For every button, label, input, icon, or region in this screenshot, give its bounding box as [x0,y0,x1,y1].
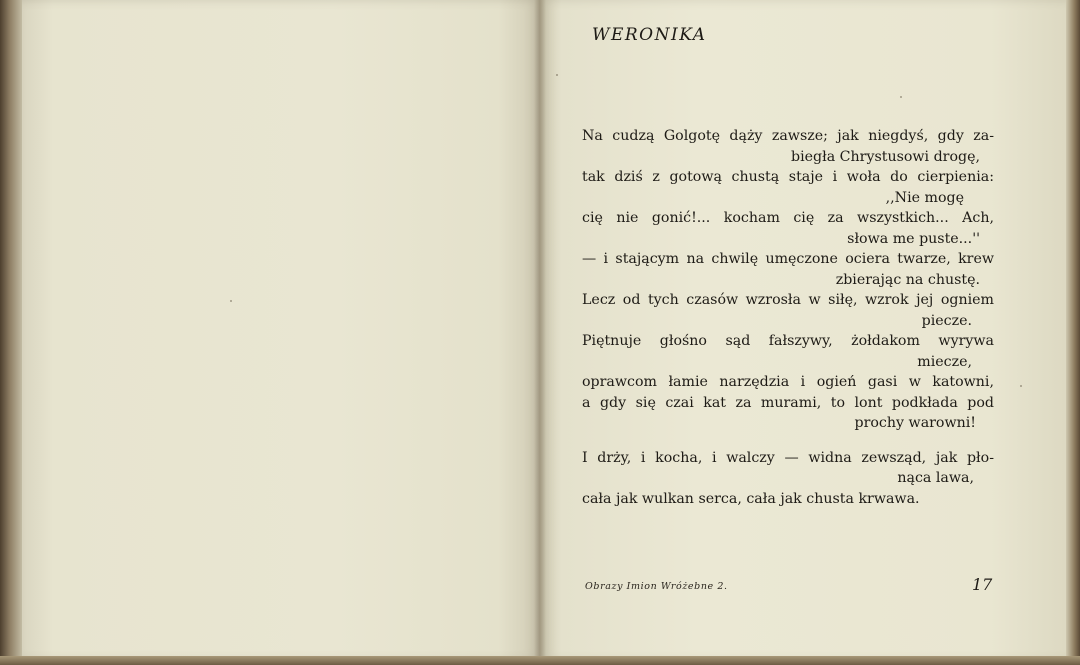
page-footer-signature: Obrazy Imion Wróżebne 2. [585,581,728,592]
poem-line: nąca lawa, [897,470,974,486]
paper-speck [900,96,902,98]
poem-line: Na cudzą Golgotę dąży zawsze; jak niegdyś, gdy za- [582,128,994,144]
poem-line: słowa me puste...'' [847,230,980,247]
poem-line: zbierając na chustę. [835,271,980,288]
poem-line: Piętnuje głośno sąd fałszywy, żołdakom wyrywa [582,333,994,349]
page-number: 17 [972,575,993,594]
poem-line: tak dziś z gotową chustą staje i woła do cierpienia: [582,169,994,185]
book-gutter [534,0,546,660]
stanza-2 [582,448,994,510]
book-right-edge [1066,0,1080,665]
poem-line: prochy warowni! [854,415,976,431]
paper-speck [230,300,232,302]
book-bottom-edge [0,656,1080,665]
page-title: WERONIKA [592,25,707,45]
poem-line: I drży, i kocha, i walczy — widna zewsząd, jak pło- [582,449,994,466]
poem-line: cię nie gonić!... kocham cię za wszystkich... Ach, [582,210,994,226]
poem-line: biegła Chrystusowi drogę, [791,148,980,165]
poem-line: — i stającym na chwilę umęczone ociera twarze, krew [582,251,994,267]
poem-line: ,,Nie mogę [885,189,964,206]
poem-line: a gdy się czai kat za murami, to lont podkłada pod [582,394,994,411]
poem-line: miecze, [917,353,972,370]
paper-speck [1020,385,1022,387]
poem-line: piecze. [921,312,972,329]
poem-body [582,126,994,509]
paper-speck [556,74,558,76]
stanza-1 [582,126,994,434]
poem-line: cała jak wulkan serca, cała jak chusta krwawa. [582,490,920,507]
poem-line: Lecz od tych czasów wzrosła w siłę, wzrok jej ogniem [582,292,994,308]
left-page-blank [22,0,540,660]
poem-line: oprawcom łamie narzędzia i ogień gasi w katowni, [582,374,994,390]
book-left-edge [0,0,24,665]
